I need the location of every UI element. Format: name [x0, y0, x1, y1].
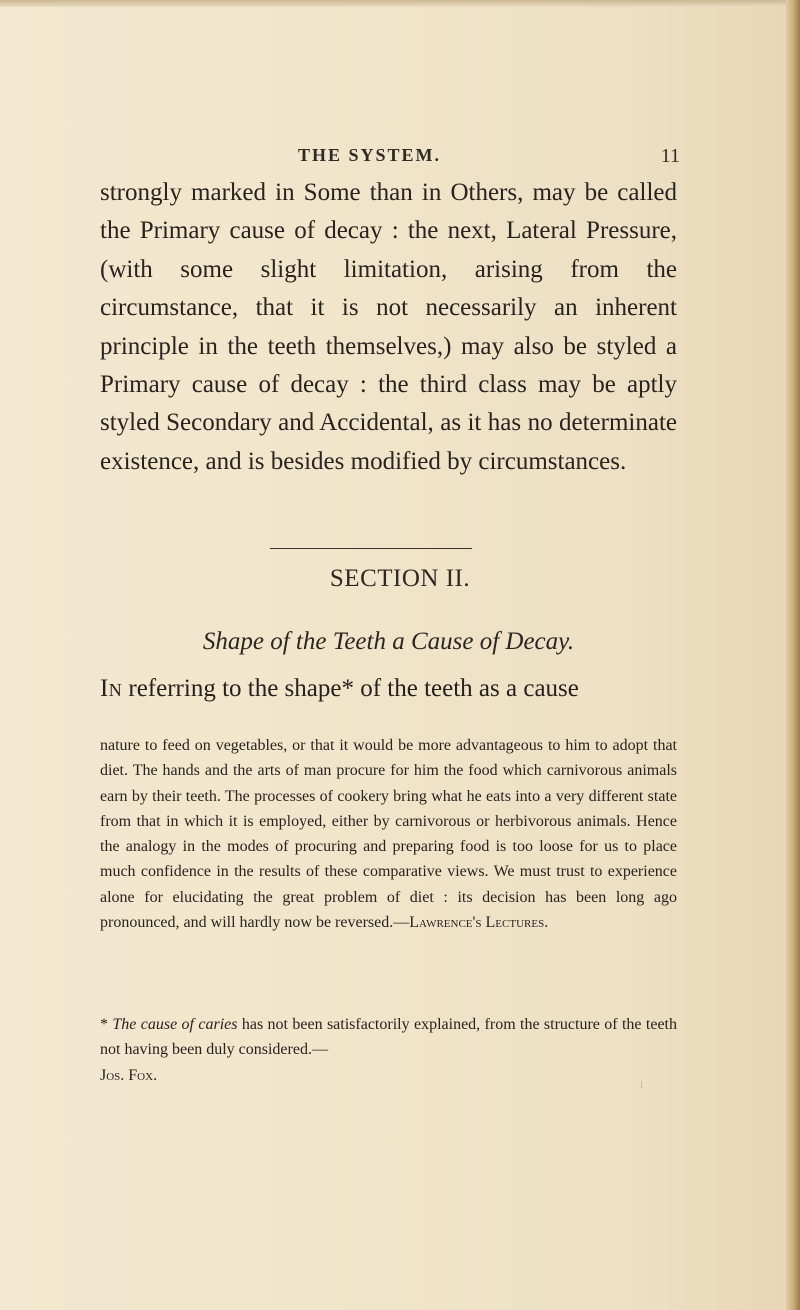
opening-text: referring to the shape* of the teeth as a cause [122, 675, 579, 702]
page-top-edge [0, 0, 800, 7]
page-header [100, 145, 680, 175]
faint-stain-mark: ⁝ [640, 1080, 644, 1091]
section-opening-line [100, 675, 677, 703]
page-right-edge [786, 0, 800, 1310]
footnote-author: Jos. Fox. [100, 1066, 158, 1084]
footnote-note [100, 1012, 677, 1088]
section-divider [270, 548, 472, 549]
footnote-quote-source: Lawrence's Lectures. [409, 914, 549, 932]
running-head: THE SYSTEM. [298, 145, 442, 165]
footnote-quote-text: nature to feed on vegetables, or that it would be more advantageous to him to adopt that diet. The hands and the arts of man procure for him the food which carnivorous animals earn by their teeth. The processes of cookery bring what he eats into a very different state from that in which it is employed, either by carnivorous or herbivorous animals. Hence the analogy in the modes of procuring and preparing food is too loose for us to place much confidence in the results of these comparative views. We must trust to experience alone for elucidating the great problem of diet : its decision has been long ago pronounced, and will hardly now be reversed.— [100, 737, 677, 932]
opening-initial: In [100, 675, 123, 702]
footnote-note-text: has not been satisfactorily explained, from the structure of the teeth not having been duly considered.— [100, 1016, 678, 1059]
footnote-marker: * [100, 1016, 108, 1033]
page-number: 11 [660, 145, 680, 167]
section-heading: SECTION II. [329, 565, 471, 592]
footnote-quote [100, 733, 677, 935]
main-paragraph: strongly marked in Some than in Others, may be called the Primary cause of decay : the next, Lateral Pressure, (with some slight limitation, arising from the circumstance, that it is not necessarily an inherent principle in the teeth themselves,) may also be styled a Primary cause of decay : the third class may be aptly styled Secondary and Accidental, as it has no determinate existence, and is besides modified by circumstances. [100, 179, 677, 475]
section-title: Shape of the Teeth a Cause of Decay. [202, 628, 575, 655]
footnote-note-title: The cause of caries [112, 1016, 238, 1033]
